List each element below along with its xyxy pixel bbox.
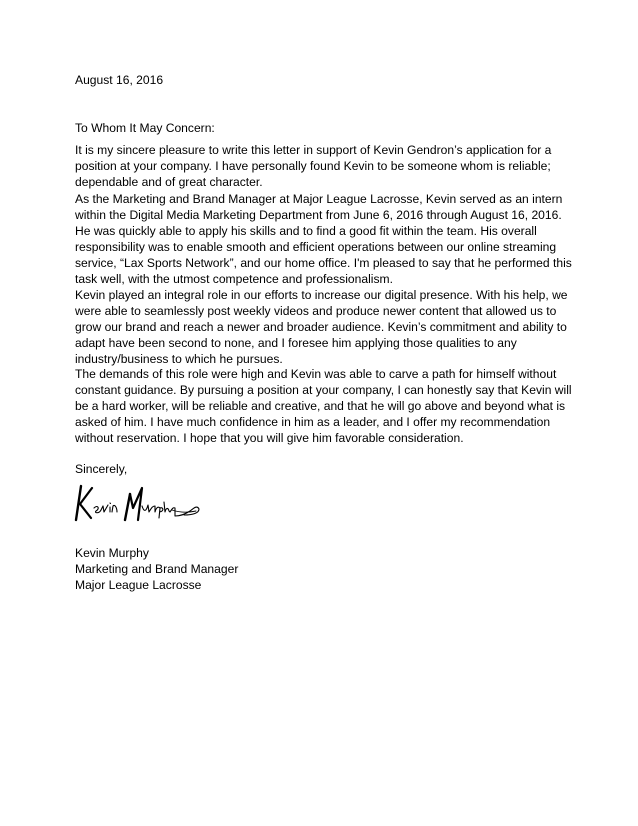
body-paragraph-3: Kevin played an integral role in our efforts to increase our digital presence. With his help, we were able to seamlessly post weekly videos and produce newer content that allowed us to grow our brand and reach a newer and broader audience. Kevin’s commitment and ability to adapt have been second to none, and I foresee him applying those qualities to any industry/business to which he pursues.	[75, 288, 568, 366]
closing: Sincerely,	[75, 462, 128, 476]
signer-name: Kevin Murphy	[75, 546, 149, 560]
letter-date: August 16, 2016	[75, 73, 164, 87]
body-paragraph-4: The demands of this role were high and Kevin was able to carve a path for himself without constant guidance. By pursuing a position at your company, I can honestly say that Kevin will be a hard worker, will be reliable and creative, and that he will go above and beyond what is asked of him. I have much confidence in him as a leader, and I offer my recommendation without reservation. I hope that you will give him favorable consideration.	[75, 367, 572, 445]
signer-organization: Major League Lacrosse	[75, 578, 202, 592]
salutation: To Whom It May Concern:	[75, 121, 215, 135]
body-paragraph-1: It is my sincere pleasure to write this letter in support of Kevin Gendron’s application for a position at your company. I have personally found Kevin to be someone whom is reliable; dependable and of great character.	[75, 143, 552, 189]
handwritten-signature	[72, 478, 212, 524]
signer-title: Marketing and Brand Manager	[75, 562, 239, 576]
body-paragraph-2: As the Marketing and Brand Manager at Major League Lacrosse, Kevin served as an intern within the Digital Media Marketing Department from June 6, 2016 through August 16, 2016. He was quickly able to apply his skills and to find a good fit within the team. His overall responsibility was to enable smooth and efficient operations between our online streaming service, “Lax Sports Network”, and our home office. I'm pleased to say that he performed this task well, with the utmost competence and professionalism.	[75, 192, 572, 286]
